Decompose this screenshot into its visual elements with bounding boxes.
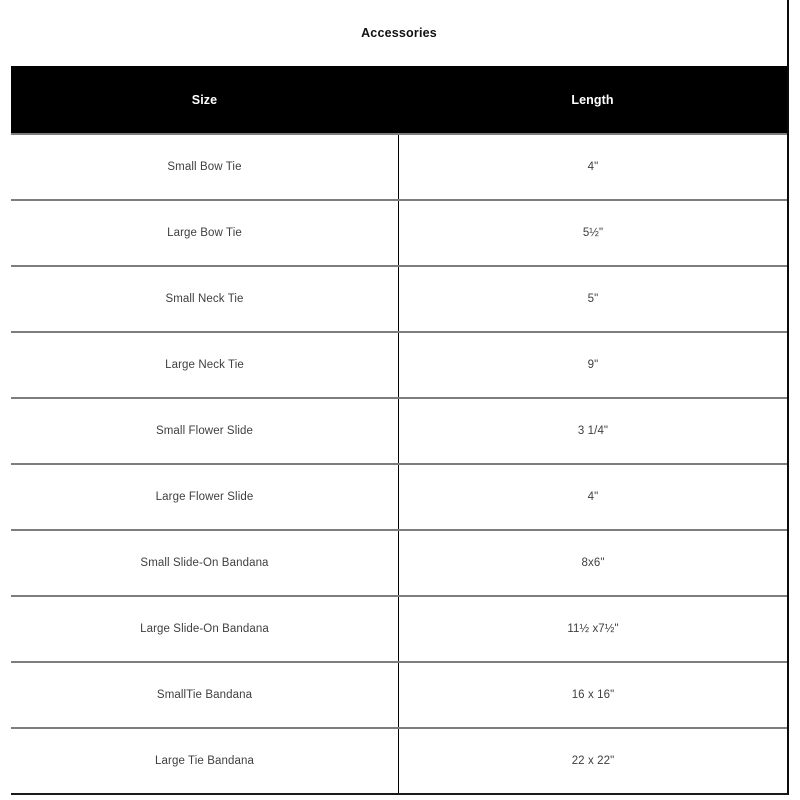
table-row — [11, 463, 787, 529]
size-cell: Large Tie Bandana — [11, 729, 399, 793]
size-cell: Small Neck Tie — [11, 267, 399, 331]
size-cell: Small Flower Slide — [11, 399, 399, 463]
accessories-size-table — [11, 0, 789, 795]
size-cell: Large Bow Tie — [11, 201, 399, 265]
size-cell: Large Slide-On Bandana — [11, 597, 399, 661]
length-cell: 5" — [587, 293, 599, 305]
table-row — [11, 199, 787, 265]
table-row — [11, 661, 787, 727]
table-row — [11, 133, 787, 199]
column-header-size: Size — [191, 92, 218, 107]
table-header-row — [11, 66, 787, 133]
length-cell: 8x6" — [581, 557, 605, 569]
length-cell: 4" — [587, 161, 599, 173]
table-row — [11, 265, 787, 331]
size-cell: Large Neck Tie — [11, 333, 399, 397]
length-cell: 3 1/4" — [577, 425, 609, 437]
size-cell: Small Bow Tie — [11, 135, 399, 199]
table-row — [11, 727, 787, 793]
table-row — [11, 595, 787, 661]
size-cell: Small Slide-On Bandana — [11, 531, 399, 595]
table-row — [11, 397, 787, 463]
length-cell: 16 x 16" — [571, 689, 615, 701]
size-cell: SmallTie Bandana — [11, 663, 399, 727]
table-row — [11, 331, 787, 397]
length-cell: 22 x 22" — [571, 755, 615, 767]
table-row — [11, 529, 787, 595]
length-cell: 4" — [587, 491, 599, 503]
size-cell: Large Flower Slide — [11, 465, 399, 529]
table-title: Accessories — [361, 26, 437, 40]
length-cell: 5½" — [582, 227, 604, 239]
length-cell: 9" — [587, 359, 599, 371]
length-cell: 11½ x7½" — [567, 623, 619, 635]
column-header-length: Length — [571, 92, 614, 107]
